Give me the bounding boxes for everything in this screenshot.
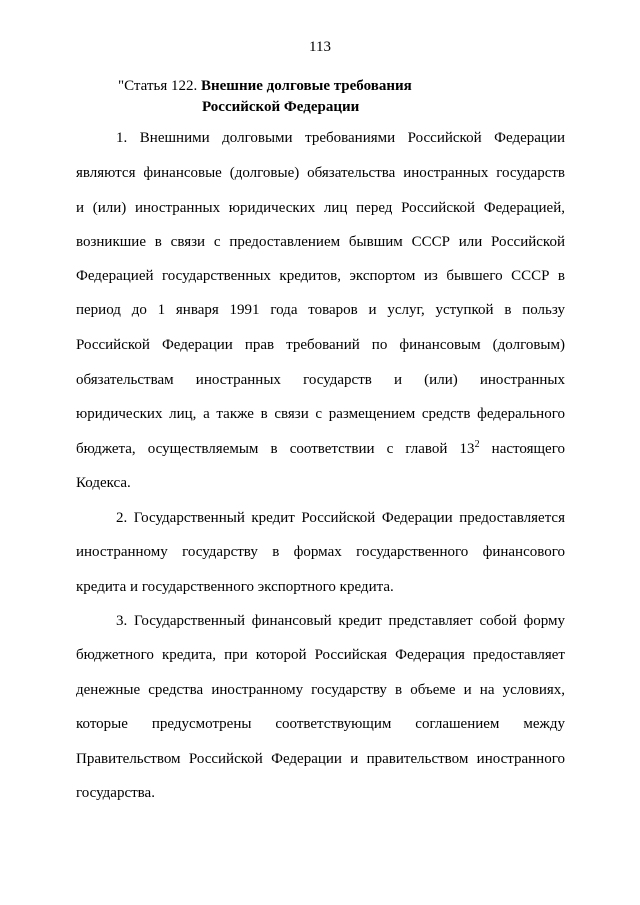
article-number: "Статья 122.	[118, 78, 201, 94]
paragraph-1-line-2: являются финансовые (долговые) обязательства иностранных государств	[76, 165, 565, 181]
paragraph-3-line-1: 3. Государственный финансовый кредит представляет собой форму	[116, 613, 565, 629]
paragraph-1-line-6: период до 1 января 1991 года товаров и услуг, уступкой в пользу	[76, 302, 565, 318]
paragraph-1-line-10-end: настоящего	[479, 441, 565, 457]
paragraph-1-line-10-text: бюджета, осуществляемым в соответствии с главой 13	[76, 441, 475, 457]
paragraph-1-line-9: юридических лиц, а также в связи с размещением средств федерального	[76, 406, 565, 422]
paragraph-1-line-4: возникшие в связи с предоставлением бывшим СССР или Российской	[76, 234, 565, 250]
paragraph-3-line-6: государства.	[76, 785, 155, 801]
article-title-line-1: Внешние долговые требования	[200, 78, 412, 94]
article-title-line-2: Российской Федерации	[202, 99, 360, 115]
paragraph-1-line-3: и (или) иностранных юридических лиц перед Российской Федерацией,	[76, 200, 565, 216]
page-number: 113	[309, 39, 331, 55]
paragraph-3-line-3: денежные средства иностранному государству в объеме и на условиях,	[76, 682, 565, 698]
chapter-superscript: 2	[474, 439, 480, 450]
paragraph-1-line-5: Федерацией государственных кредитов, экспортом из бывшего СССР в	[76, 268, 565, 284]
paragraph-1-line-10	[76, 439, 565, 459]
paragraph-3-line-4: которые предусмотрены соответствующим соглашением между	[76, 716, 565, 732]
paragraph-1-line-8: обязательствам иностранных государств и (или) иностранных	[76, 372, 565, 388]
paragraph-3-line-5: Правительством Российской Федерации и правительством иностранного	[76, 751, 565, 767]
article-heading	[118, 76, 412, 96]
paragraph-2-line-2: иностранному государству в формах государственного финансового	[76, 544, 565, 560]
paragraph-1-line-11: Кодекса.	[76, 475, 131, 491]
paragraph-2-line-1: 2. Государственный кредит Российской Федерации предоставляется	[116, 510, 565, 526]
paragraph-2-line-3: кредита и государственного экспортного кредита.	[76, 579, 394, 595]
article-title-continuation	[202, 97, 359, 117]
paragraph-1-line-7: Российской Федерации прав требований по финансовым (долговым)	[76, 337, 565, 353]
paragraph-1-line-1: 1. Внешними долговыми требованиями Российской Федерации	[116, 130, 565, 146]
paragraph-3-line-2: бюджетного кредита, при которой Российская Федерация предоставляет	[76, 647, 565, 663]
